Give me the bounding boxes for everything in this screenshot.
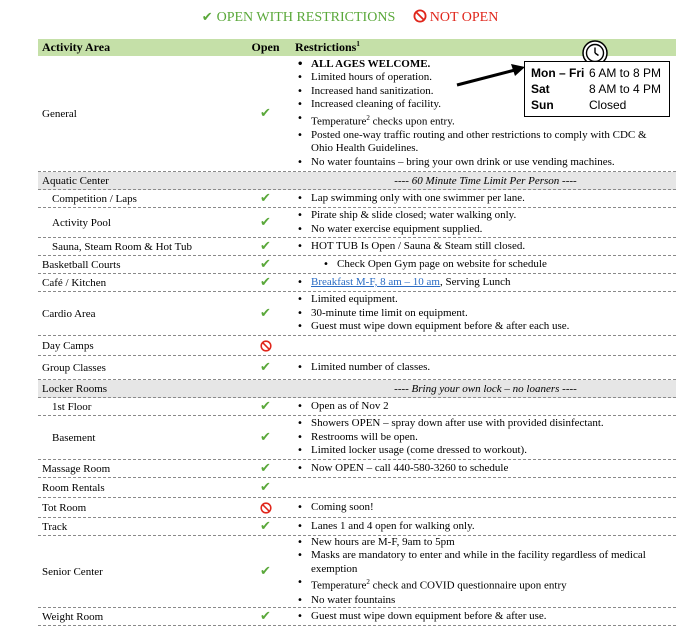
restriction: • Open as of Nov 2 [311, 400, 676, 414]
breakfast-link[interactable]: Breakfast M-F, 8 am – 10 am [311, 275, 440, 288]
restriction: • Lap swimming only with one swimmer per lane. [311, 192, 676, 206]
legend [0, 9, 700, 26]
table-row [38, 336, 676, 356]
hours-row: Mon – Fri 6 AM to 8 PM [531, 66, 662, 80]
restriction: • Posted one-way traffic routing and other restrictions to comply with CDC & Ohio Health Guidelines. [311, 129, 671, 156]
header-area: Activity Area [42, 40, 111, 54]
table-row [38, 292, 676, 336]
restriction: • HOT TUB Is Open / Sauna & Steam still closed. [311, 240, 676, 254]
check-icon: ✔ [260, 461, 271, 476]
check-icon: ✔ [260, 360, 271, 375]
table-row [38, 356, 676, 380]
section-note: ---- Bring your own lock – no loaners ---- [394, 382, 577, 395]
hours-row: Sun Closed [531, 98, 627, 112]
row-name: Room Rentals [42, 481, 105, 494]
section-note: ---- 60 Minute Time Limit Per Person ---- [394, 174, 577, 187]
table-row [38, 398, 676, 416]
table-row [38, 208, 676, 238]
restriction: • Limited locker usage (come dressed to workout). [311, 444, 676, 458]
restriction: • New hours are M-F, 9am to 5pm [311, 536, 676, 550]
row-name: Track [42, 520, 68, 533]
restriction: • Guest must wipe down equipment before & after use. [311, 610, 676, 624]
table-row [38, 608, 676, 626]
check-icon: ✔ [260, 399, 271, 414]
check-icon: ✔ [260, 564, 271, 579]
check-icon: ✔ [260, 215, 271, 230]
header-open: Open [251, 40, 280, 54]
restriction: • Masks are mandatory to enter and while in the facility regardless of medical exemption [311, 549, 666, 576]
restriction: • Increased hand sanitization. [311, 85, 676, 99]
row-name: General [42, 107, 77, 120]
check-icon: ✔ [201, 10, 213, 25]
check-icon: ✔ [260, 275, 271, 290]
table-row [38, 460, 676, 478]
row-name: Cardio Area [42, 307, 96, 320]
table-header [38, 39, 676, 56]
arrow-icon [455, 63, 527, 87]
hours-box [524, 61, 670, 117]
row-name: Massage Room [42, 462, 111, 475]
check-icon: ✔ [260, 257, 271, 272]
row-name: Basketball Courts [42, 258, 121, 271]
check-icon: ✔ [260, 430, 271, 445]
restriction: • Temperature$^2$ check and COVID questionnaire upon entry [311, 576, 676, 593]
restriction: • Now OPEN – call 440-580-3260 to schedule [311, 462, 676, 476]
row-name: Aquatic Center [42, 174, 109, 187]
row-name: Café / Kitchen [42, 276, 107, 289]
restriction: • Showers OPEN – spray down after use with provided disinfectant. [311, 417, 676, 431]
row-name: Weight Room [42, 610, 104, 623]
table-row [38, 416, 676, 460]
check-icon: ✔ [260, 306, 271, 321]
table-row [38, 518, 676, 536]
restriction: • No water fountains [311, 594, 676, 608]
row-name: Competition / Laps [52, 192, 137, 205]
restriction: • Restrooms will be open. [311, 431, 676, 445]
check-icon: ✔ [260, 191, 271, 206]
restriction: • Pirate ship & slide closed; water walking only. [311, 209, 676, 223]
restriction: • Increased cleaning of facility. [311, 98, 676, 112]
restriction: • 30-minute time limit on equipment. [311, 307, 676, 321]
restriction: • Limited equipment. [311, 293, 676, 307]
row-name: Group Classes [42, 361, 106, 374]
prohibited-icon [413, 9, 427, 23]
table-row [38, 478, 676, 498]
prohibited-icon [260, 502, 272, 514]
row-name: Sauna, Steam Room & Hot Tub [52, 240, 192, 253]
restriction: • Guest must wipe down equipment before & after each use. [311, 320, 676, 334]
legend-not-open: NOT OPEN [429, 10, 499, 25]
legend-open: OPEN WITH RESTRICTIONS [216, 10, 396, 25]
row-name: 1st Floor [52, 400, 92, 413]
row-name: Day Camps [42, 339, 94, 352]
row-name: Tot Room [42, 501, 87, 514]
row-name: Basement [52, 431, 96, 444]
check-icon: ✔ [260, 106, 271, 121]
hours-row: Sat 8 AM to 4 PM [531, 82, 662, 96]
restriction: • Breakfast M-F, 8 am – 10 am, Serving Lunch [311, 276, 676, 290]
table-row [38, 498, 676, 518]
prohibited-icon [260, 340, 272, 352]
check-icon: ✔ [260, 480, 271, 495]
header-restrictions: Restrictions$^1$ [295, 40, 360, 54]
table-row [38, 536, 676, 608]
restriction: • Limited hours of operation. [311, 71, 676, 85]
row-name: Senior Center [42, 565, 103, 578]
check-icon: ✔ [260, 609, 271, 624]
table-row [38, 238, 676, 256]
table-row [38, 256, 676, 274]
restriction: • Limited number of classes. [311, 361, 676, 375]
restriction: • Temperature$^2$ checks upon entry. [311, 112, 676, 129]
check-icon: ✔ [260, 239, 271, 254]
restriction: • Coming soon! [311, 501, 676, 515]
restriction: • No water exercise equipment supplied. [311, 223, 676, 237]
check-icon: ✔ [260, 519, 271, 534]
table-row [38, 274, 676, 292]
restriction: • ALL AGES WELCOME. [311, 58, 676, 72]
restriction: • No water fountains – bring your own drink or use vending machines. [311, 156, 676, 170]
section-row [38, 172, 676, 190]
activity-table [38, 39, 676, 626]
row-name: Activity Pool [52, 216, 111, 229]
restriction: • Lanes 1 and 4 open for walking only. [311, 520, 676, 534]
table-row [38, 190, 676, 208]
restriction: • Check Open Gym page on website for schedule [337, 258, 676, 272]
row-name: Locker Rooms [42, 382, 108, 395]
section-row [38, 380, 676, 398]
